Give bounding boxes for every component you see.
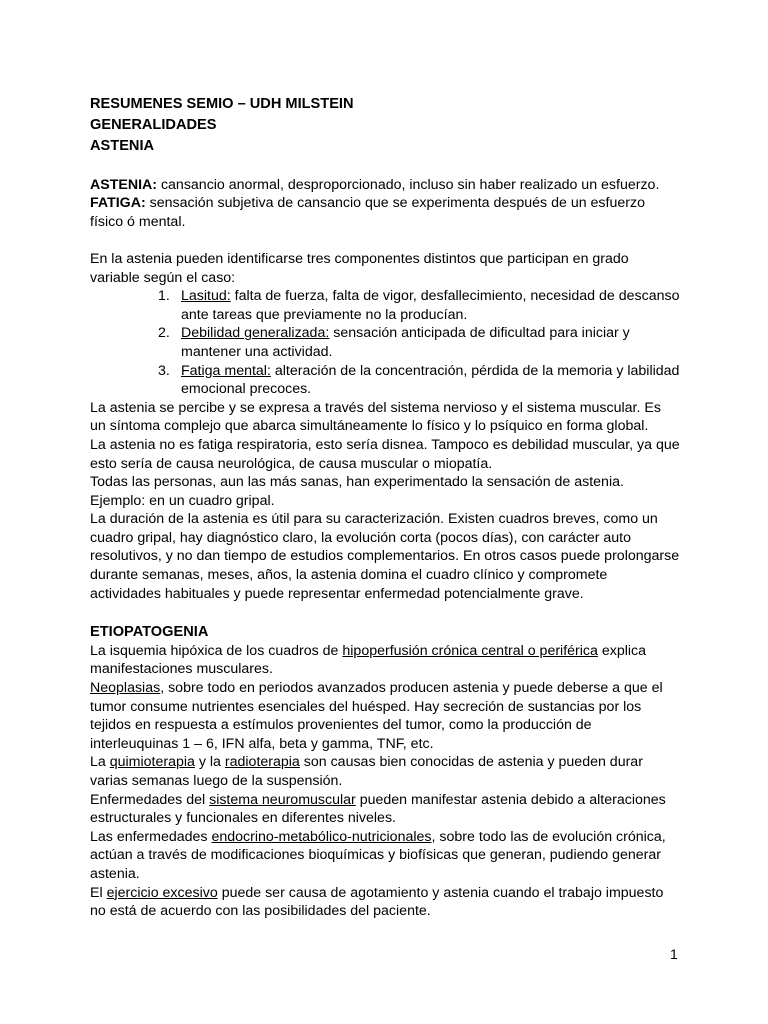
- paragraph: La astenia no es fatiga respiratoria, esto sería disnea. Tampoco es debilidad muscular, ya que esto sería de causa neurológica, de causa muscular o miopatía.: [90, 436, 680, 472]
- text-run: Las enfermedades: [90, 828, 212, 845]
- paragraph: La duración de la astenia es útil para su caracterización. Existen cuadros breves, como un cuadro gripal, hay diagnóstico claro, la evolución corta (pocos días), con carácter auto resolutivos, y no dan tiempo de estudios complementarios. En otros casos puede prolongarse durante semanas, meses, años, la astenia domina el cuadro clínico y compromete actividades habituales y puede representar enfermedad potencialmente grave.: [90, 511, 680, 602]
- underlined-term: Neoplasias: [90, 680, 161, 697]
- paragraph: [90, 679, 680, 753]
- paragraph: [90, 642, 680, 679]
- list-term: Debilidad generalizada:: [181, 325, 330, 342]
- list-text: alteración de la concentración, pérdida de la memoria y labilidad emocional precoces.: [181, 362, 680, 398]
- text-run: son causas bien conocidas de astenia y pueden durar varias semanas luego de la suspensión.: [90, 754, 643, 789]
- paragraph: Todas las personas, aun las más sanas, han experimentado la sensación de astenia. Ejemplo: en un cuadro gripal.: [90, 474, 624, 509]
- definition-astenia: [90, 176, 680, 195]
- list-term: Lasitud:: [181, 288, 231, 305]
- list-number: 3.: [158, 362, 170, 379]
- text-run: pueden manifestar astenia debido a alteraciones estructurales y funcionales en diferentes niveles.: [90, 791, 666, 827]
- underlined-term: quimioterapia: [109, 754, 195, 771]
- text-run: puede ser causa de agotamiento y astenia cuando el trabajo impuesto no está de acuerdo con las posibilidades del paciente.: [90, 884, 664, 920]
- text-run: La: [90, 754, 110, 771]
- text-run: El: [90, 884, 107, 901]
- definition-fatiga: [90, 194, 680, 231]
- definition-text: cansancio anormal, desproporcionado, incluso sin haber realizado un esfuerzo.: [157, 176, 660, 193]
- paragraph: La astenia se percibe y se expresa a través del sistema nervioso y el sistema muscular. Es un síntoma complejo que abarca simultáneamente lo físico y lo psíquico en forma global.: [90, 399, 661, 435]
- definition-term: FATIGA:: [90, 195, 146, 212]
- underlined-term: endocrino-metabólico-nutricionales: [211, 828, 432, 845]
- underlined-term: sistema neuromuscular: [209, 791, 356, 808]
- paragraph: [90, 828, 680, 884]
- underlined-term: ejercicio excesivo: [106, 884, 218, 901]
- definition-text: sensación subjetiva de cansancio que se experimenta después de un esfuerzo físico ó mental.: [90, 195, 645, 230]
- text-run: explica manifestaciones musculares.: [90, 642, 647, 678]
- list-item: [90, 324, 680, 361]
- components-intro: En la astenia pueden identificarse tres componentes distintos que participan en grado variable según el caso:: [90, 250, 629, 286]
- list-text: sensación anticipada de dificultad para iniciar y mantener una actividad.: [181, 325, 630, 360]
- document-title: RESUMENES SEMIO – UDH MILSTEIN: [90, 96, 354, 112]
- text-run: , sobre todo las de evolución crónica, actúan a través de modificaciones bioquímicas y biofísicas que generan, pudiendo generar astenia.: [90, 828, 666, 882]
- list-item: [90, 287, 680, 324]
- list-item: [90, 362, 680, 399]
- paragraph: [90, 753, 680, 790]
- document-page: [90, 94, 680, 921]
- page-number: 1: [670, 946, 678, 962]
- list-number: 2.: [158, 325, 170, 342]
- underlined-term: radioterapia: [224, 754, 300, 771]
- text-run: y la: [194, 754, 225, 771]
- section-title: GENERALIDADES: [90, 117, 217, 133]
- list-text: falta de fuerza, falta de vigor, desfallecimiento, necesidad de descanso ante tareas que previamente no la producían.: [181, 288, 680, 323]
- etiopatogenia-heading: ETIOPATOGENIA: [90, 623, 209, 640]
- text-run: , sobre todo en periodos avanzados producen astenia y puede deberse a que el tumor consume nutrientes esenciales del huésped. Hay secreción de sustancias por los tejidos en respuesta a estímulos provenientes del tumor, como la producción de interleuquinas 1 – 6, IFN alfa, beta y gamma, TNF, etc.: [90, 680, 663, 752]
- list-term: Fatiga mental:: [181, 362, 271, 379]
- definition-term: ASTENIA:: [90, 176, 157, 193]
- subsection-title: ASTENIA: [90, 138, 155, 154]
- text-run: Enfermedades del: [90, 791, 210, 808]
- paragraph: [90, 791, 680, 828]
- paragraph: [90, 884, 680, 921]
- components-list: [90, 287, 680, 399]
- text-run: La isquemia hipóxica de los cuadros de: [90, 642, 343, 659]
- underlined-term: hipoperfusión crónica central o periférica: [342, 642, 598, 659]
- list-number: 1.: [158, 288, 170, 305]
